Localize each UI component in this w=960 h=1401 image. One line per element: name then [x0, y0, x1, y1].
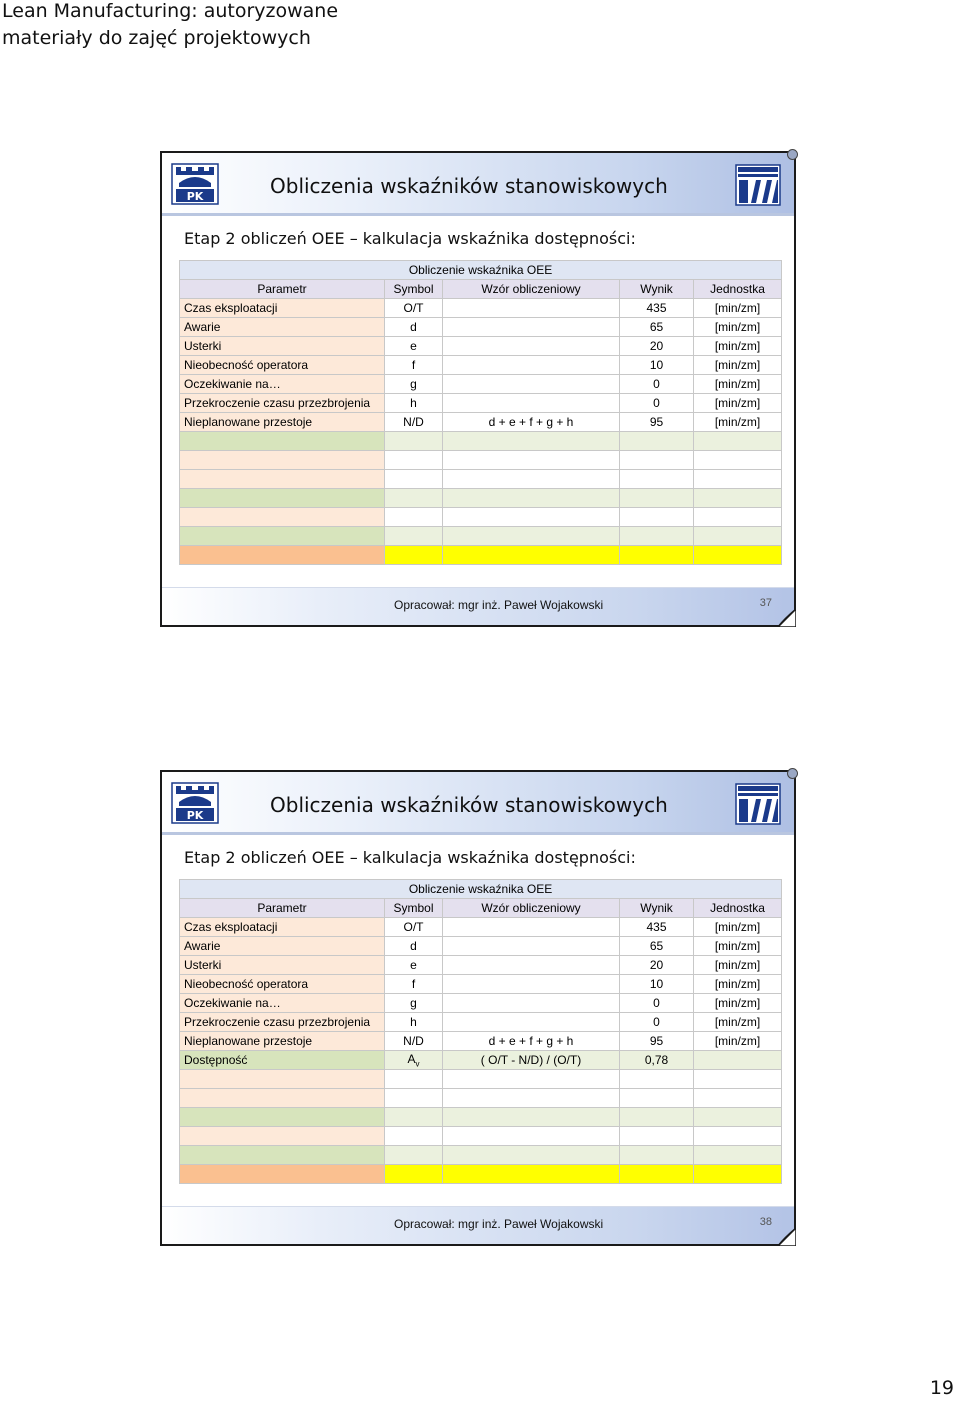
cell-symbol: f — [385, 356, 443, 375]
cell-parametr: Usterki — [180, 337, 385, 356]
svg-text:PK: PK — [186, 809, 204, 822]
cell-wzor — [443, 299, 620, 318]
table-caption-row — [180, 880, 782, 899]
cell-wynik: 65 — [620, 937, 694, 956]
table-caption: Obliczenie wskaźnika OEE — [180, 880, 782, 899]
table-row — [180, 375, 782, 394]
cell-wzor — [443, 375, 620, 394]
table-row — [180, 937, 782, 956]
page-fold-icon — [778, 609, 796, 627]
cell-wzor: d + e + f + g + h — [443, 1032, 620, 1051]
cell-wzor — [443, 1013, 620, 1032]
faculty-logo-icon — [734, 782, 782, 826]
empty-row — [180, 527, 782, 546]
empty-row — [180, 432, 782, 451]
empty-row — [180, 451, 782, 470]
cell-wynik: 435 — [620, 299, 694, 318]
document-header-line-2: materiały do zajęć projektowych — [2, 27, 311, 49]
slide-number: 37 — [759, 597, 772, 609]
empty-row — [180, 546, 782, 565]
cell-parametr: Oczekiwanie na… — [180, 994, 385, 1013]
column-header-jednostka: Jednostka — [694, 899, 782, 918]
cell-wzor — [443, 918, 620, 937]
empty-row — [180, 508, 782, 527]
cell-wynik: 0 — [620, 394, 694, 413]
empty-row — [180, 489, 782, 508]
pk-university-logo-icon — [170, 161, 220, 207]
svg-text:PK: PK — [186, 190, 204, 203]
column-header-wzor: Wzór obliczeniowy — [443, 899, 620, 918]
symbol-subscript: v — [415, 1059, 420, 1069]
table-header-row — [180, 280, 782, 299]
slide-footer — [162, 587, 794, 625]
cell-symbol: e — [385, 956, 443, 975]
cell-parametr: Nieplanowane przestoje — [180, 1032, 385, 1051]
column-header-parametr: Parametr — [180, 899, 385, 918]
cell-parametr: Usterki — [180, 956, 385, 975]
cell-wzor — [443, 318, 620, 337]
cell-symbol: O/T — [385, 918, 443, 937]
table-row — [180, 1013, 782, 1032]
slide-38 — [160, 770, 796, 1246]
column-header-symbol: Symbol — [385, 899, 443, 918]
cell-symbol: N/D — [385, 1032, 443, 1051]
column-header-wynik: Wynik — [620, 280, 694, 299]
table-row — [180, 337, 782, 356]
cell-wynik: 20 — [620, 337, 694, 356]
cell-wzor: d + e + f + g + h — [443, 413, 620, 432]
cell-symbol: h — [385, 1013, 443, 1032]
cell-wynik: 20 — [620, 956, 694, 975]
cell-wzor — [443, 394, 620, 413]
cell-wzor — [443, 337, 620, 356]
cell-jednostka: [min/zm] — [694, 375, 782, 394]
empty-row — [180, 1089, 782, 1108]
empty-row — [180, 470, 782, 489]
column-header-jednostka: Jednostka — [694, 280, 782, 299]
table-row — [180, 1032, 782, 1051]
cell-wynik: 10 — [620, 356, 694, 375]
cell-symbol: h — [385, 394, 443, 413]
cell-symbol: O/T — [385, 299, 443, 318]
table-row — [180, 956, 782, 975]
cell-jednostka: [min/zm] — [694, 937, 782, 956]
cell-symbol: $A_v$ — [385, 1051, 443, 1070]
footer-author: Opracował: mgr inż. Paweł Wojakowski — [394, 598, 604, 612]
slide-subtitle: Etap 2 obliczeń OEE – kalkulacja wskaźnika dostępności: — [184, 229, 636, 248]
cell-wynik: 95 — [620, 413, 694, 432]
cell-parametr: Dostępność — [180, 1051, 385, 1070]
empty-row — [180, 1165, 782, 1184]
empty-row — [180, 1070, 782, 1089]
oee-table — [179, 260, 782, 565]
cell-jednostka: [min/zm] — [694, 413, 782, 432]
cell-symbol: f — [385, 975, 443, 994]
slide-37 — [160, 151, 796, 627]
cell-wynik: 0 — [620, 1013, 694, 1032]
pk-university-logo-icon — [170, 780, 220, 826]
table-row — [180, 318, 782, 337]
oee-table — [179, 879, 782, 1184]
cell-wzor — [443, 994, 620, 1013]
cell-symbol: d — [385, 318, 443, 337]
cell-parametr: Przekroczenie czasu przezbrojenia — [180, 1013, 385, 1032]
table-row — [180, 975, 782, 994]
cell-parametr: Awarie — [180, 318, 385, 337]
slide-title-bar — [162, 772, 794, 835]
table-row — [180, 1051, 782, 1070]
document-header — [2, 0, 338, 52]
cell-wynik: 10 — [620, 975, 694, 994]
cell-wynik: 0 — [620, 375, 694, 394]
slide-number: 38 — [759, 1216, 772, 1228]
cell-parametr: Oczekiwanie na… — [180, 375, 385, 394]
cell-jednostka: [min/zm] — [694, 337, 782, 356]
empty-row — [180, 1127, 782, 1146]
table-row — [180, 356, 782, 375]
table-row — [180, 413, 782, 432]
table-caption-row — [180, 261, 782, 280]
cell-parametr: Awarie — [180, 937, 385, 956]
cell-wzor — [443, 956, 620, 975]
cell-symbol: g — [385, 994, 443, 1013]
page-number: 19 — [929, 1377, 954, 1399]
cell-wynik: 0,78 — [620, 1051, 694, 1070]
table-row — [180, 994, 782, 1013]
table-caption: Obliczenie wskaźnika OEE — [180, 261, 782, 280]
cell-parametr: Czas eksploatacji — [180, 299, 385, 318]
cell-wynik: 95 — [620, 1032, 694, 1051]
page-fold-icon — [778, 1228, 796, 1246]
cell-wzor — [443, 356, 620, 375]
column-header-wzor: Wzór obliczeniowy — [443, 280, 620, 299]
cell-parametr: Nieplanowane przestoje — [180, 413, 385, 432]
cell-parametr: Nieobecność operatora — [180, 356, 385, 375]
table-row — [180, 918, 782, 937]
cell-jednostka: [min/zm] — [694, 975, 782, 994]
cell-symbol: N/D — [385, 413, 443, 432]
table-row — [180, 299, 782, 318]
slide-corner-tab — [787, 149, 798, 160]
cell-jednostka: [min/zm] — [694, 299, 782, 318]
empty-row — [180, 1146, 782, 1165]
empty-row — [180, 1108, 782, 1127]
cell-wynik: 0 — [620, 994, 694, 1013]
cell-jednostka: [min/zm] — [694, 318, 782, 337]
cell-wzor: ( O/T - N/D) / (O/T) — [443, 1051, 620, 1070]
cell-symbol: e — [385, 337, 443, 356]
cell-parametr: Czas eksploatacji — [180, 918, 385, 937]
slide-subtitle: Etap 2 obliczeń OEE – kalkulacja wskaźnika dostępności: — [184, 848, 636, 867]
cell-jednostka: [min/zm] — [694, 1013, 782, 1032]
table-header-row — [180, 899, 782, 918]
cell-jednostka: [min/zm] — [694, 356, 782, 375]
column-header-symbol: Symbol — [385, 280, 443, 299]
cell-jednostka — [694, 1051, 782, 1070]
column-header-wynik: Wynik — [620, 899, 694, 918]
cell-jednostka: [min/zm] — [694, 394, 782, 413]
cell-wynik: 65 — [620, 318, 694, 337]
cell-symbol: d — [385, 937, 443, 956]
cell-parametr: Nieobecność operatora — [180, 975, 385, 994]
slide-title: Obliczenia wskaźników stanowiskowych — [270, 793, 668, 817]
cell-symbol: g — [385, 375, 443, 394]
document-header-line-1: Lean Manufacturing: autoryzowane — [2, 0, 339, 22]
slide-title: Obliczenia wskaźników stanowiskowych — [270, 174, 668, 198]
slide-title-bar — [162, 153, 794, 216]
slide-corner-tab — [787, 768, 798, 779]
cell-jednostka: [min/zm] — [694, 918, 782, 937]
cell-wynik: 435 — [620, 918, 694, 937]
cell-parametr: Przekroczenie czasu przezbrojenia — [180, 394, 385, 413]
column-header-parametr: Parametr — [180, 280, 385, 299]
footer-author: Opracował: mgr inż. Paweł Wojakowski — [394, 1217, 604, 1231]
cell-jednostka: [min/zm] — [694, 956, 782, 975]
cell-wzor — [443, 937, 620, 956]
slide-footer — [162, 1206, 794, 1244]
cell-wzor — [443, 975, 620, 994]
cell-jednostka: [min/zm] — [694, 994, 782, 1013]
cell-jednostka: [min/zm] — [694, 1032, 782, 1051]
faculty-logo-icon — [734, 163, 782, 207]
table-row — [180, 394, 782, 413]
